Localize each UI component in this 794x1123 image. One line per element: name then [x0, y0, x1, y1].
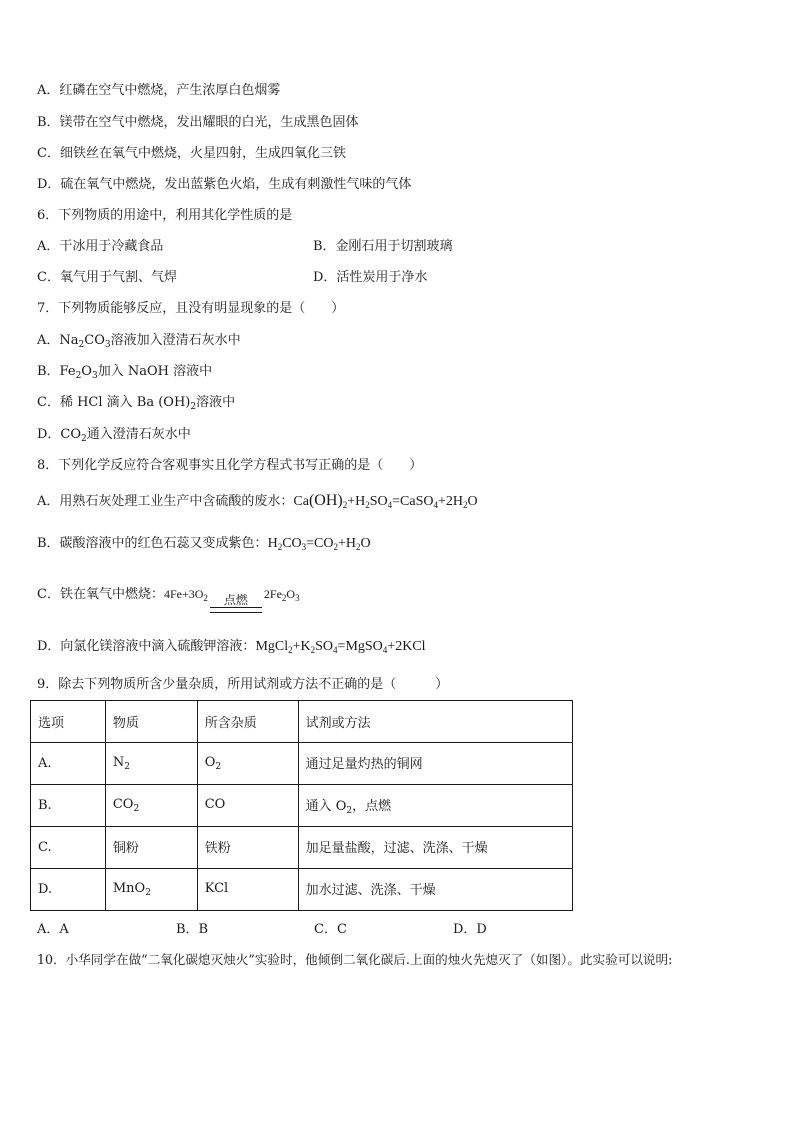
- eq-part: O: [467, 494, 478, 509]
- cell-text: 通过足量灼热的铜网: [305, 757, 423, 772]
- method-cell: [298, 827, 572, 869]
- method-cell: [298, 743, 572, 785]
- subscript: 2: [81, 434, 87, 444]
- subscript: 2: [346, 806, 353, 816]
- eq-part: O: [360, 536, 371, 551]
- q8-option-a: [37, 492, 478, 514]
- q5-option-c: C．细铁丝在氧气中燃烧，火星四射，生成四氧化三铁: [37, 146, 346, 161]
- method-cell: [298, 785, 572, 827]
- subscript: 2: [190, 402, 197, 412]
- q5-option-a: A．红磷在空气中燃烧，产生浓厚白色烟雾: [37, 83, 281, 98]
- subscript: 3: [91, 371, 98, 381]
- eq-part: (OH): [308, 492, 343, 509]
- table-header-row: [31, 701, 573, 743]
- subscript: 2: [310, 645, 316, 655]
- q8-option-d: [37, 638, 426, 659]
- q8-b-text: B．碳酸溶液中的红色石蕊又变成紫色：: [37, 536, 268, 551]
- eq-part: +H: [347, 494, 366, 509]
- eq-part: MgCl: [255, 639, 289, 654]
- eq-part: Ca: [293, 494, 309, 509]
- q8-stem: 8．下列化学反应符合客观事实且化学方程式书写正确的是（ ）: [37, 458, 423, 473]
- subscript: 2: [342, 500, 348, 510]
- q7-option-b: [37, 363, 212, 385]
- q7-b-text: O: [81, 364, 92, 379]
- option-cell: A.: [31, 743, 106, 785]
- q6-option-c: C．氧气用于气割、气焊: [37, 270, 177, 285]
- subscript: 4: [387, 500, 393, 510]
- subscript: 2: [281, 593, 287, 603]
- q9-table: [30, 700, 573, 911]
- q7-a-text: 溶液加入澄清石灰水中: [110, 333, 241, 348]
- cell-text: 通入 O: [305, 799, 347, 814]
- eq-part: +2KCl: [387, 639, 426, 654]
- q8-b-equation: [268, 536, 371, 551]
- q8-a-equation: [293, 494, 477, 509]
- subscript: 2: [333, 542, 338, 552]
- eq-part: SO: [369, 494, 388, 509]
- cell-text: CO: [112, 797, 134, 812]
- impurity-cell: [197, 869, 298, 911]
- substance-cell: [105, 827, 197, 869]
- cell-text: MnO: [112, 881, 146, 896]
- substance-cell: [105, 785, 197, 827]
- q9-answer-b: B．B: [176, 922, 209, 937]
- q7-option-c: [37, 394, 235, 416]
- q8-d-text: D．向氯化镁溶液中滴入硫酸钾溶液：: [37, 639, 256, 654]
- eq-part: +2H: [437, 494, 463, 509]
- header-cell: 选项: [31, 701, 106, 743]
- q8-c-equation-right: [264, 587, 300, 601]
- subscript: 2: [215, 762, 222, 772]
- table-row: [31, 743, 573, 785]
- option-cell: B.: [31, 785, 106, 827]
- subscript: 2: [145, 888, 151, 898]
- q9-answer-a: A．A: [37, 922, 69, 937]
- table-row: [31, 869, 573, 911]
- eq-part: +H: [337, 536, 356, 551]
- subscript: 2: [356, 542, 361, 552]
- subscript: 2: [133, 804, 140, 814]
- q7-b-text: B．Fe: [37, 364, 76, 379]
- subscript: 4: [382, 645, 388, 655]
- reaction-condition: [210, 593, 262, 613]
- q8-a-text: A．用熟石灰处理工业生产中含硫酸的废水：: [37, 494, 294, 509]
- impurity-cell: [197, 785, 298, 827]
- option-cell: D.: [31, 869, 106, 911]
- cell-text: 铜粉: [112, 841, 139, 856]
- cell-text: 铁粉: [204, 841, 231, 856]
- q6-option-d: D．活性炭用于净水: [313, 270, 428, 285]
- header-cell: 所含杂质: [197, 701, 298, 743]
- cell-text: CO: [204, 797, 226, 812]
- q7-b-text: 加入 NaOH 溶液中: [97, 364, 213, 379]
- q8-d-equation: [255, 639, 425, 654]
- subscript: 2: [277, 542, 283, 552]
- substance-cell: [105, 869, 197, 911]
- q5-option-b: B．镁带在空气中燃烧，发出耀眼的白光，生成黑色固体: [37, 115, 359, 130]
- subscript: 3: [301, 542, 307, 552]
- q6-option-b: B．金刚石用于切割玻璃: [313, 239, 453, 254]
- table-row: [31, 785, 573, 827]
- q10-stem: 10．小华同学在做“二氧化碳熄灭烛火”实验时，他倾倒二氧化碳后.上面的烛火先熄灭了（如图）。此实验可以说明:: [37, 952, 673, 967]
- q7-stem: 7．下列物质能够反应，且没有明显现象的是（ ）: [37, 301, 345, 316]
- eq-part: SO: [315, 639, 334, 654]
- substance-cell: [105, 743, 197, 785]
- q7-d-text: 通入澄清石灰水中: [86, 427, 191, 442]
- subscript: 2: [288, 645, 293, 655]
- eq-part: O: [286, 587, 296, 601]
- table-row: [31, 827, 573, 869]
- q8-c-text: C．铁在氧气中燃烧：: [37, 587, 164, 602]
- cell-text: O: [204, 755, 216, 770]
- eq-part: CO: [282, 536, 302, 551]
- q9-answer-c: C．C: [314, 922, 347, 937]
- cell-text: KCl: [204, 881, 229, 896]
- subscript: 4: [433, 500, 438, 510]
- q7-option-d: [37, 426, 191, 448]
- cell-text: 加足量盐酸，过滤、洗涤、干燥: [305, 841, 488, 856]
- q7-option-a: [37, 332, 241, 354]
- eq-part: =CaSO: [392, 494, 434, 509]
- q8-option-b: [37, 535, 371, 556]
- subscript: 4: [333, 645, 338, 655]
- subscript: 2: [365, 500, 370, 510]
- eq-part: 4Fe+3O: [163, 587, 204, 601]
- subscript: 3: [104, 340, 111, 350]
- eq-part: H: [267, 536, 278, 551]
- option-cell: C.: [31, 827, 106, 869]
- q9-answer-d: D．D: [453, 922, 487, 937]
- q7-c-text: C．稀 HCl 滴入 Ba (OH): [37, 395, 191, 410]
- method-cell: [298, 869, 572, 911]
- header-cell: 试剂或方法: [298, 701, 572, 743]
- double-line-arrow: [210, 607, 262, 613]
- q7-d-text: D．CO: [37, 427, 82, 442]
- subscript: 3: [295, 593, 300, 603]
- cell-text: 加水过滤、洗涤、干燥: [305, 883, 436, 898]
- eq-part: =CO: [306, 536, 334, 551]
- q6-stem: 6．下列物质的用途中，利用其化学性质的是: [37, 208, 293, 223]
- subscript: 2: [75, 371, 82, 381]
- q6-option-a: A．干冰用于冷藏食品: [37, 239, 164, 254]
- impurity-cell: [197, 743, 298, 785]
- subscript: 2: [124, 762, 130, 772]
- q5-option-d: D．硫在氧气中燃烧，发出蓝紫色火焰，生成有刺激性气味的气体: [37, 177, 412, 192]
- q8-c-equation-left: [164, 587, 208, 601]
- q8-option-c: [37, 585, 300, 613]
- impurity-cell: [197, 827, 298, 869]
- condition-label: 点燃: [223, 593, 248, 607]
- cell-text: ，点燃: [352, 799, 392, 814]
- q7-c-text: 溶液中: [196, 395, 236, 410]
- eq-part: +K: [292, 639, 311, 654]
- q7-a-text: A．Na: [37, 333, 79, 348]
- eq-part: =MgSO: [337, 639, 383, 654]
- header-cell: 物质: [105, 701, 197, 743]
- q7-a-text: CO: [84, 333, 105, 348]
- cell-text: N: [112, 755, 125, 770]
- q9-stem: 9．除去下列物质所含少量杂质，所用试剂或方法不正确的是（ ）: [37, 677, 449, 692]
- subscript: 2: [78, 340, 85, 350]
- subscript: 2: [203, 593, 208, 603]
- eq-part: 2Fe: [263, 587, 282, 601]
- subscript: 2: [463, 500, 468, 510]
